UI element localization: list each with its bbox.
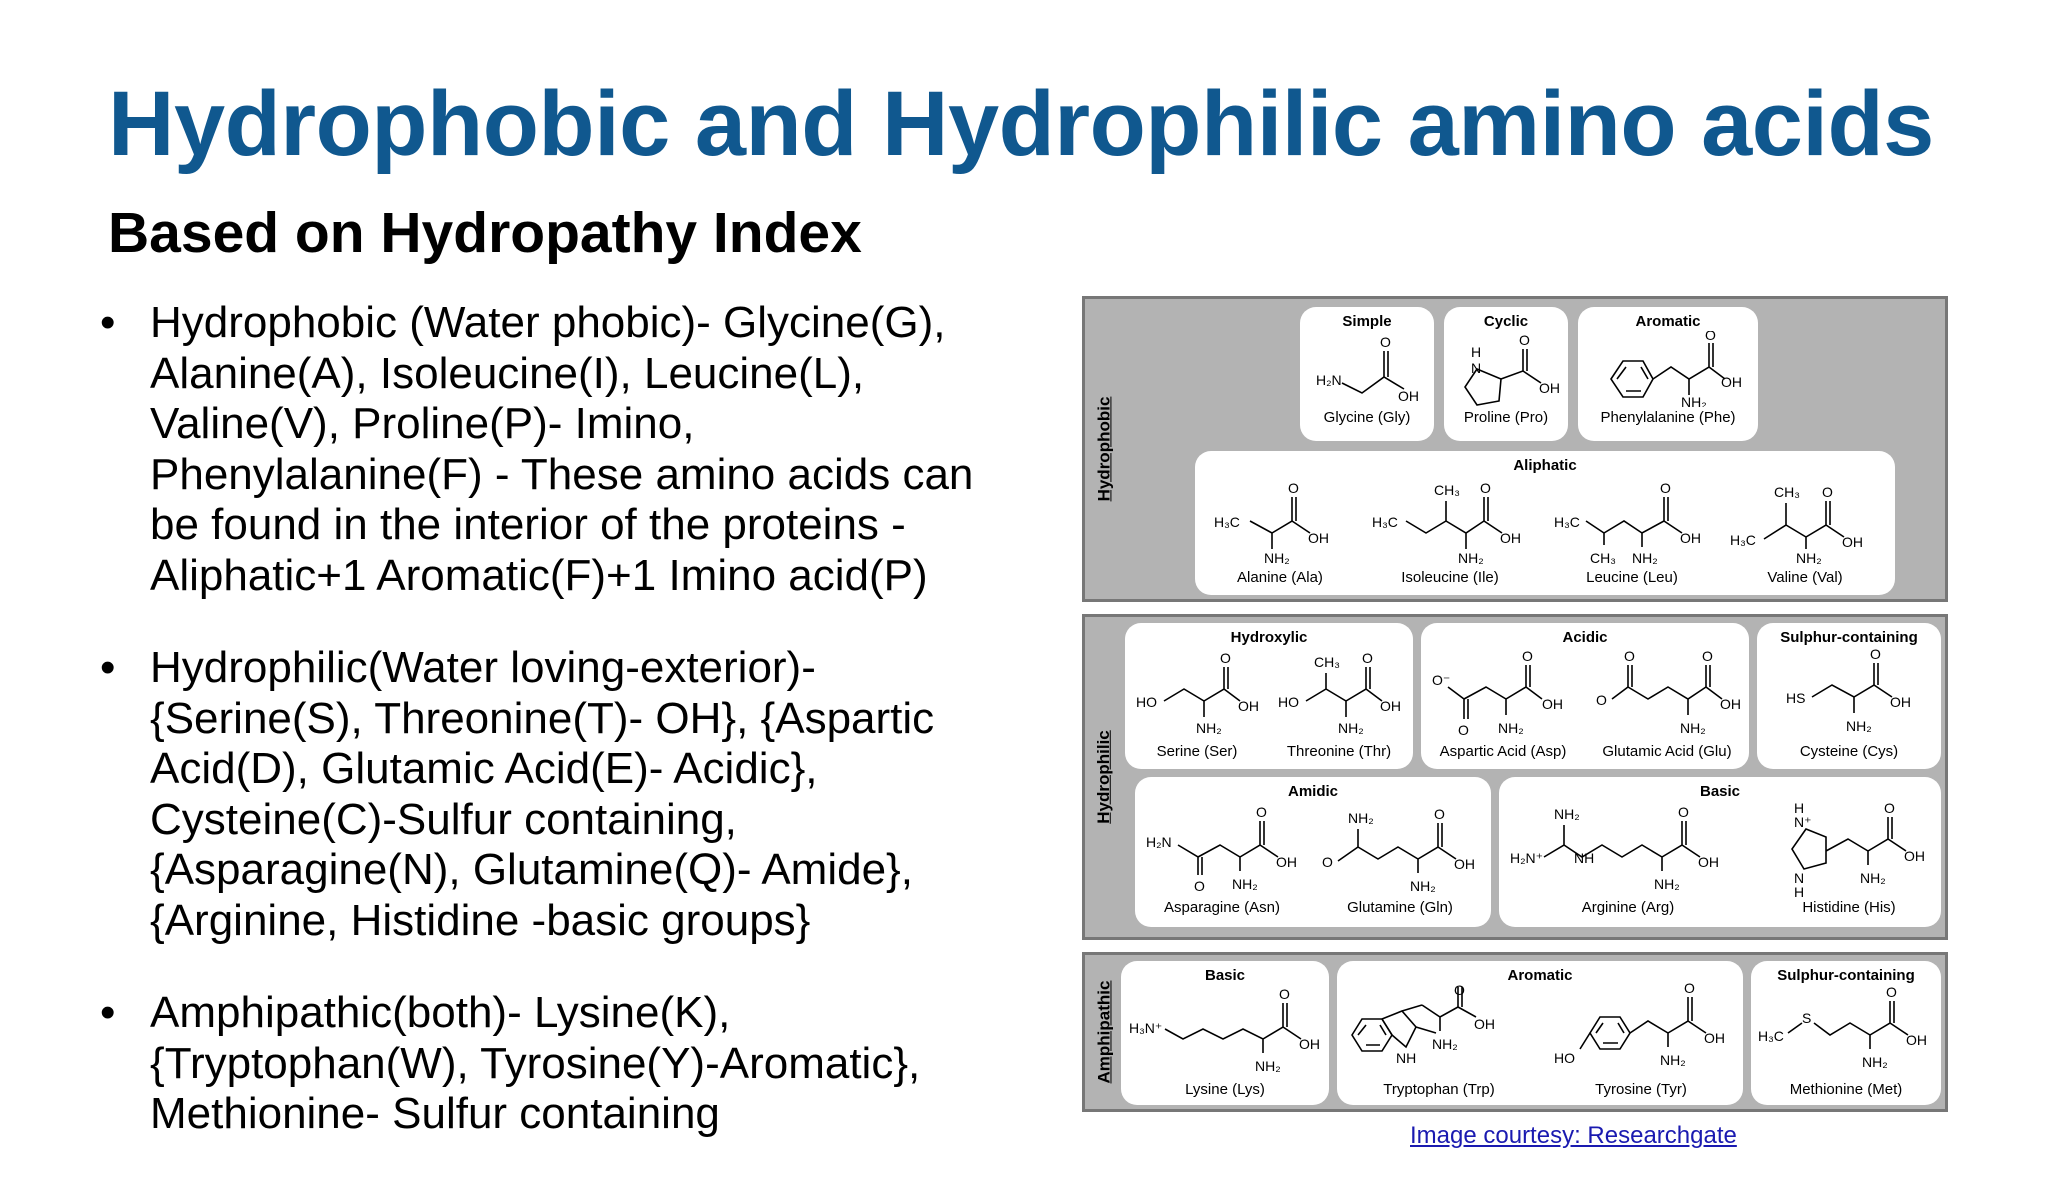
box-title: Sulphur-containing <box>1777 967 1915 984</box>
molecule-name: Methionine (Met) <box>1789 1081 1903 1098</box>
bullet-line: be found in the interior of the proteins - <box>150 500 906 549</box>
bullet-line: Cysteine(C)-Sulfur containing, <box>150 794 737 844</box>
lysine-structure-icon <box>1125 983 1325 1079</box>
molecule-name: Proline (Pro) <box>1463 409 1549 426</box>
alanine-structure-icon <box>1210 475 1350 567</box>
svg-text:O: O <box>1434 806 1445 822</box>
slide-subtitle: Based on Hydropathy Index <box>108 201 862 265</box>
svg-text:O: O <box>1870 646 1881 662</box>
svg-text:O: O <box>1279 986 1290 1002</box>
molecule-proline <box>1444 331 1568 426</box>
panel-label <box>1089 617 1119 937</box>
svg-text:NH₂: NH₂ <box>1860 870 1886 886</box>
svg-text:O: O <box>1220 650 1231 666</box>
box-title: Hydroxylic <box>1230 629 1308 646</box>
amphipathic-panel <box>1082 952 1948 1112</box>
molecule-name: Lysine (Lys) <box>1185 1081 1265 1098</box>
svg-text:NH₂: NH₂ <box>1660 1052 1686 1068</box>
molecule-valine <box>1725 475 1885 586</box>
svg-text:H: H <box>1471 344 1482 360</box>
svg-text:H: H <box>1794 800 1805 816</box>
svg-text:OH: OH <box>1542 696 1563 712</box>
svg-text:NH₂: NH₂ <box>1338 720 1364 736</box>
molecule-name: Glycine (Gly) <box>1323 409 1411 426</box>
svg-text:NH: NH <box>1396 1050 1417 1066</box>
molecule-name: Phenylalanine (Phe) <box>1600 409 1736 426</box>
molecule-glycine <box>1300 331 1434 426</box>
svg-text:S: S <box>1802 1010 1812 1026</box>
svg-text:OH: OH <box>1539 380 1560 396</box>
svg-text:HO: HO <box>1554 1050 1575 1066</box>
serine-structure-icon <box>1132 645 1262 741</box>
svg-text:H₂N⁺: H₂N⁺ <box>1510 850 1544 866</box>
svg-text:H₂N: H₂N <box>1316 372 1342 388</box>
molecule-serine <box>1129 645 1265 760</box>
bullet-line: Valine(V), Proline(P)- Imino, <box>150 399 695 448</box>
svg-text:O: O <box>1660 480 1671 496</box>
glycine-structure-icon <box>1312 331 1422 407</box>
box-title: Simple <box>1342 313 1392 330</box>
svg-text:HO: HO <box>1136 694 1157 710</box>
svg-text:H₃C: H₃C <box>1372 514 1398 530</box>
bullet-line: Phenylalanine(F) - These amino acids can <box>150 449 974 499</box>
molecule-asparagine <box>1137 799 1307 916</box>
svg-text:O⁻: O⁻ <box>1432 672 1451 688</box>
molecule-leucine <box>1547 475 1717 586</box>
molecule-name: Leucine (Leu) <box>1586 569 1678 586</box>
box-title: Aromatic <box>1635 313 1701 330</box>
bullet-list <box>100 298 1040 1182</box>
svg-text:O: O <box>1705 331 1716 343</box>
svg-text:NH₂: NH₂ <box>1681 394 1707 407</box>
svg-text:H₃C: H₃C <box>1730 532 1756 548</box>
svg-text:O: O <box>1822 484 1833 500</box>
svg-text:NH₂: NH₂ <box>1264 550 1290 566</box>
svg-text:H₃C: H₃C <box>1554 514 1580 530</box>
box-title: Basic <box>1699 783 1741 800</box>
svg-text:O: O <box>1458 722 1469 738</box>
molecule-name: Tryptophan (Trp) <box>1383 1081 1495 1098</box>
hydrophobic-panel <box>1082 296 1948 602</box>
svg-text:NH₂: NH₂ <box>1846 718 1872 734</box>
bullet-line: Aliphatic+1 Aromatic(F)+1 Imino acid(P) <box>150 550 928 600</box>
svg-text:OH: OH <box>1398 388 1419 404</box>
svg-text:CH₃: CH₃ <box>1590 550 1616 566</box>
svg-text:NH₂: NH₂ <box>1410 878 1436 894</box>
svg-text:H: H <box>1794 884 1805 897</box>
molecule-name: Asparagine (Asn) <box>1164 899 1280 916</box>
molecule-aspartic-acid <box>1423 645 1583 760</box>
bullet-line: • Amphipathic(both)- Lysine(K), <box>150 988 731 1037</box>
bullet-line: Methionine- Sulfur containing <box>150 1089 720 1138</box>
amino-acid-figure <box>1082 296 1948 1112</box>
box-title: Amidic <box>1287 783 1338 800</box>
svg-text:CH₃: CH₃ <box>1314 654 1340 670</box>
molecule-name: Aspartic Acid (Asp) <box>1439 743 1567 760</box>
svg-text:O: O <box>1596 692 1607 708</box>
svg-text:HS: HS <box>1786 690 1806 706</box>
bullet-line: • Hydrophobic (Water phobic)- Glycine(G), <box>150 298 946 347</box>
svg-text:OH: OH <box>1474 1016 1495 1032</box>
asparagine-structure-icon <box>1142 799 1302 897</box>
cysteine-structure-icon <box>1774 645 1924 741</box>
molecule-name: Alanine (Ala) <box>1237 569 1323 586</box>
molecule-glutamine <box>1315 799 1485 916</box>
amphipathic-label: Amphipathic <box>1094 980 1114 1084</box>
molecule-name: Threonine (Thr) <box>1286 743 1392 760</box>
valine-structure-icon <box>1730 475 1880 567</box>
proline-structure-icon <box>1451 331 1561 407</box>
hydrophilic-label: Hydrophilic <box>1094 730 1114 824</box>
aliphatic-box <box>1195 451 1895 595</box>
svg-text:OH: OH <box>1698 854 1719 870</box>
bullet-hydrophobic <box>100 298 1040 601</box>
molecule-histidine <box>1761 799 1937 916</box>
svg-text:O: O <box>1322 854 1333 870</box>
svg-text:N⁺: N⁺ <box>1794 814 1812 830</box>
molecule-isoleucine <box>1365 475 1535 586</box>
box-title: Basic <box>1204 967 1246 984</box>
svg-text:O: O <box>1362 650 1373 666</box>
svg-text:O: O <box>1884 800 1895 816</box>
glutamine-structure-icon <box>1320 799 1480 897</box>
hydroxylic-box <box>1125 623 1413 769</box>
svg-text:HO: HO <box>1278 694 1299 710</box>
molecule-threonine <box>1271 645 1407 760</box>
cyclic-box <box>1444 307 1568 441</box>
bullet-line: {Tryptophan(W), Tyrosine(Y)-Aromatic}, <box>150 1038 921 1088</box>
isoleucine-structure-icon <box>1370 475 1530 567</box>
svg-text:OH: OH <box>1276 854 1297 870</box>
svg-text:NH₂: NH₂ <box>1862 1054 1888 1070</box>
molecule-tyrosine <box>1543 983 1739 1098</box>
svg-text:OH: OH <box>1380 698 1401 714</box>
svg-text:O: O <box>1519 332 1530 348</box>
svg-text:O: O <box>1702 648 1713 664</box>
amph-aromatic-box <box>1337 961 1743 1105</box>
panel-label <box>1089 299 1119 599</box>
svg-text:OH: OH <box>1308 530 1329 546</box>
svg-text:H₃C: H₃C <box>1758 1028 1784 1044</box>
bullet-line: Alanine(A), Isoleucine(I), Leucine(L), <box>150 348 865 398</box>
molecule-name: Cysteine (Cys) <box>1799 743 1899 760</box>
molecule-name: Serine (Ser) <box>1156 743 1238 760</box>
methionine-structure-icon <box>1756 983 1936 1079</box>
molecule-methionine <box>1751 983 1941 1098</box>
svg-text:OH: OH <box>1906 1032 1927 1048</box>
svg-text:OH: OH <box>1299 1036 1320 1052</box>
svg-text:O: O <box>1380 334 1391 350</box>
svg-text:NH₂: NH₂ <box>1680 720 1706 736</box>
svg-text:OH: OH <box>1680 530 1701 546</box>
molecule-tryptophan <box>1339 983 1539 1098</box>
sulphur-box <box>1757 623 1941 769</box>
svg-text:O: O <box>1678 804 1689 820</box>
molecule-lysine <box>1121 983 1329 1098</box>
svg-text:NH₂: NH₂ <box>1654 876 1680 892</box>
arginine-structure-icon <box>1508 799 1748 897</box>
svg-text:OH: OH <box>1721 374 1742 390</box>
bullet-line: {Arginine, Histidine -basic groups} <box>150 895 811 945</box>
simple-box <box>1300 307 1434 441</box>
svg-text:O: O <box>1256 804 1267 820</box>
molecule-glutamic-acid <box>1587 645 1747 760</box>
svg-text:O: O <box>1522 648 1533 664</box>
svg-text:O: O <box>1194 878 1205 894</box>
molecule-phenylalanine <box>1578 331 1758 426</box>
molecule-name: Glutamic Acid (Glu) <box>1602 743 1732 760</box>
molecule-cysteine <box>1757 645 1941 760</box>
box-title: Acidic <box>1562 629 1608 646</box>
histidine-structure-icon <box>1764 799 1934 897</box>
molecule-name: Tyrosine (Tyr) <box>1595 1081 1687 1098</box>
glutamic-acid-structure-icon <box>1592 645 1742 741</box>
svg-text:O: O <box>1624 648 1635 664</box>
bullet-amphipathic <box>100 988 1040 1140</box>
hydrophilic-panel <box>1082 614 1948 940</box>
tyrosine-structure-icon <box>1548 983 1734 1079</box>
svg-text:O: O <box>1288 480 1299 496</box>
svg-text:NH₂: NH₂ <box>1796 550 1822 566</box>
svg-text:O: O <box>1684 983 1695 996</box>
leucine-structure-icon <box>1552 475 1712 567</box>
svg-text:O: O <box>1454 983 1465 998</box>
svg-text:H₂N: H₂N <box>1146 834 1172 850</box>
svg-text:CH₃: CH₃ <box>1774 484 1800 500</box>
molecule-name: Isoleucine (Ile) <box>1401 569 1499 586</box>
image-credit-link[interactable]: Image courtesy: Researchgate <box>1410 1122 1737 1149</box>
box-title: Aliphatic <box>1513 457 1577 474</box>
svg-text:OH: OH <box>1238 698 1259 714</box>
basic-box <box>1499 777 1941 927</box>
aspartic-acid-structure-icon <box>1428 645 1578 741</box>
svg-text:N: N <box>1794 870 1805 886</box>
box-title: Sulphur-containing <box>1780 629 1918 646</box>
molecule-name: Histidine (His) <box>1802 899 1896 916</box>
svg-text:NH: NH <box>1574 850 1595 866</box>
molecule-name: Valine (Val) <box>1767 569 1843 586</box>
svg-text:NH₂: NH₂ <box>1255 1058 1281 1074</box>
svg-text:OH: OH <box>1454 856 1475 872</box>
slide-title: Hydrophobic and Hydrophilic amino acids <box>108 73 1934 175</box>
bullet-line: • Hydrophilic(Water loving-exterior)- <box>150 643 816 692</box>
svg-text:OH: OH <box>1842 534 1863 550</box>
box-title: Aromatic <box>1507 967 1573 984</box>
svg-text:NH₂: NH₂ <box>1554 806 1580 822</box>
molecule-name: Glutamine (Gln) <box>1347 899 1453 916</box>
panel-label <box>1089 955 1119 1109</box>
bullet-line: {Asparagine(N), Glutamine(Q)- Amide}, <box>150 845 913 894</box>
svg-text:NH₂: NH₂ <box>1498 720 1524 736</box>
svg-text:O: O <box>1886 984 1897 1000</box>
svg-text:H₃N⁺: H₃N⁺ <box>1129 1020 1163 1036</box>
amph-basic-box <box>1121 961 1329 1105</box>
molecule-alanine <box>1205 475 1355 586</box>
svg-text:CH₃: CH₃ <box>1434 482 1460 498</box>
molecule-name: Arginine (Arg) <box>1581 899 1675 916</box>
svg-text:H₃C: H₃C <box>1214 514 1240 530</box>
box-title: Cyclic <box>1483 313 1529 330</box>
aromatic-box <box>1578 307 1758 441</box>
acidic-box <box>1421 623 1749 769</box>
svg-text:OH: OH <box>1704 1030 1725 1046</box>
svg-text:OH: OH <box>1500 530 1521 546</box>
svg-text:NH₂: NH₂ <box>1348 810 1374 826</box>
svg-text:NH₂: NH₂ <box>1232 876 1258 892</box>
svg-text:NH₂: NH₂ <box>1458 550 1484 566</box>
bullet-line: Acid(D), Glutamic Acid(E)- Acidic}, <box>150 744 818 793</box>
bullet-line: {Serine(S), Threonine(T)- OH}, {Aspartic <box>150 693 935 743</box>
phenylalanine-structure-icon <box>1593 331 1743 407</box>
svg-text:O: O <box>1480 480 1491 496</box>
svg-text:OH: OH <box>1720 696 1741 712</box>
svg-text:NH₂: NH₂ <box>1432 1036 1458 1052</box>
tryptophan-structure-icon <box>1344 983 1534 1079</box>
svg-text:NH₂: NH₂ <box>1196 720 1222 736</box>
threonine-structure-icon <box>1274 645 1404 741</box>
molecule-arginine <box>1503 799 1753 916</box>
svg-text:N: N <box>1471 360 1482 376</box>
svg-text:OH: OH <box>1890 694 1911 710</box>
svg-text:OH: OH <box>1904 848 1925 864</box>
hydrophobic-label: Hydrophobic <box>1094 396 1113 502</box>
amph-sulphur-box <box>1751 961 1941 1105</box>
amidic-box <box>1135 777 1491 927</box>
svg-text:NH₂: NH₂ <box>1632 550 1658 566</box>
bullet-hydrophilic <box>100 643 1040 946</box>
